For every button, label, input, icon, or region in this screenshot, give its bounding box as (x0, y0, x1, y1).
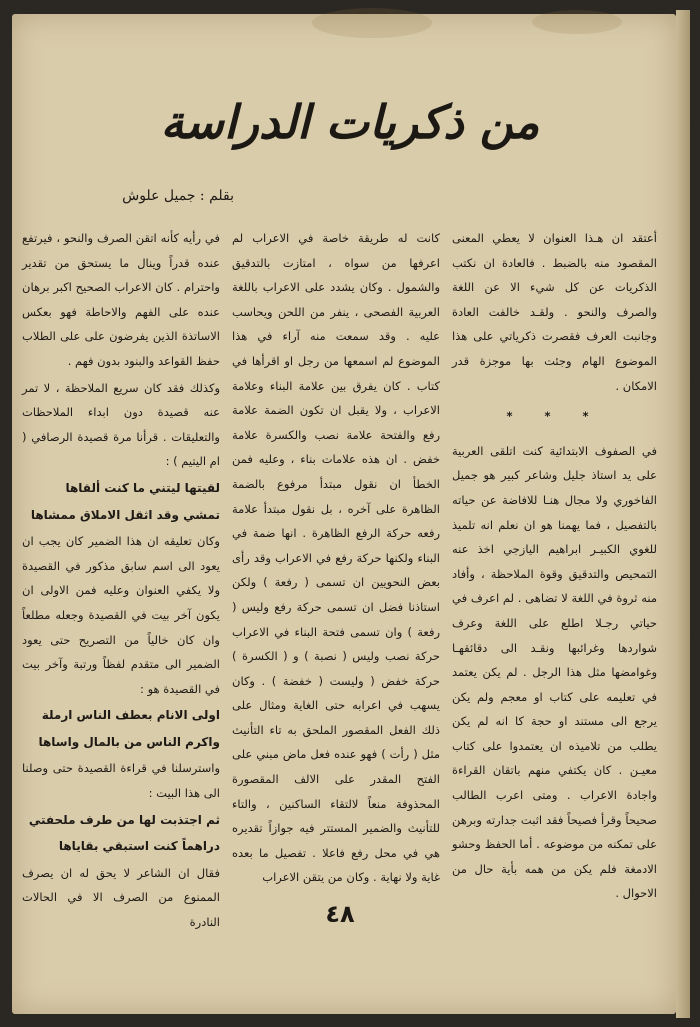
paragraph: واسترسلنا في قراءة القصيدة حتى وصلنا الى هذا البيت : (22, 761, 220, 801)
author-byline: بقلم : جميل علوش (122, 188, 234, 204)
column-middle (232, 226, 440, 892)
paper-stain (532, 10, 622, 34)
verse-line: اولى الانام بعطف الناس ارملة (41, 708, 220, 723)
column-left (22, 226, 220, 937)
section-separator: * * * (506, 409, 603, 424)
verse-line: تمشي وقد اثقل الاملاق ممشاها (30, 507, 220, 522)
paragraph: في رأيه كأنه اتقن الصرف والنحو ، فيرتفع عنده قدراً وينال ما يستحق من تقدير واحترام . كان الاعراب الصحيح اكبر برهان عنده على الفهم والاحاطة فهو بعكس الاساتذة الذين يفرضون على على الطلاب حفظ القواعد والبنود بدون فهم . (22, 231, 220, 368)
verse-line: واكرم الناس من بالمال واساها (38, 734, 220, 749)
paragraph: كانت له طريقة خاصة في الاعراب لم اعرفها من سواه ، امتازت بالتدقيق والشمول . وكان يشدد على الاعراب باللغة العربية الفصحى ، ينفر من اللحن ويحاسب عليه . وقد سمعت منه آراء في هذا الموضوع لم اسمعها من رجل او اقرأها في كتاب . كان يفرق بين علامة البناء وعلامة الاعراب ، ولا يقبل ان تكون الضمة علامة رفع والفتحة علامة نصب والكسرة علامة خفض . ان هذه علامات بناء ، وعليه فمن الخطأ ان نقول مبتدأ مرفوع بالضمة الظاهرة على آخره ، بل نقول مبتدأ علامة رفعه حركة الرفع الظاهرة . انها ضمة في البناء ولكنها حركة رفع في الاعراب وقد رأى بعض النحويين ان تسمى ( رفعة ) ولكن استاذنا فضل ان تسمى حركة رفع وليس ( رفعة ) وان تسمى فتحة البناء في الاعراب حركة نصب وليس ( نصبة ) و ( الكسرة ) حركة خفض ( وليست ( خفضة ) . وكان يسهب في اعرابه حتى الغاية ومثال على ذلك الفعل المقصور الملحق به تاء التأنيث مثل ( رأت ) فهو عنده فعل ماض مبني على الفتح المقدر على الالف المقصورة المحذوفة منعاً لالتقاء الساكنين ، والتاء للتأنيث والضمير المستتر فيه جوازاً تقديره هي في محل رفع فاعلا . تفصيل ما بعده غاية ولا نهاية . وكان من يتقن الاعراب (232, 231, 440, 885)
paragraph: وكذلك فقد كان سريع الملاحظة ، لا تمر عنه قصيدة دون ابداء الملاحظات والتعليقات . قرأنا مرة قصيدة الرصافي ( ام اليتيم ) : (22, 380, 220, 469)
verse-line: لقيتها ليتني ما كنت ألقاها (65, 480, 220, 495)
paragraph: في الصفوف الابتدائية كنت اتلقى العربية على يد استاذ جليل وشاعر كبير هو جميل الفاخوري ولا مجال هنـا للافاضة عن حياته بالتفصيل ، فما يهمنا هو ان نعلم انه تلميذ للغوي الكبيـر ابراهيم اليازجي اخذ عنه التمحيص والتدقيق وقوة الملاحظة ، وأفاد منه ثروة في اللغة لا تضاهى . لم اعرف في حياتي رجـلا اطلع على اللغة وعرف شواردها وغرائبها ونقـد الى دقائقهـا وغوامضها مثل هذا الرجل . لم يكن يعتمد في تعليمه على كتاب او معجم ولم يكن يرجع الى مستند او حجة كا انه لم يكن يطلب من تلاميذه ان يعتمدوا على كتاب معيـن . كان يكتفي منهم باتقان القراءة واجادة الاعراب . ومتى اعرب الطالب صحيحاً وقرأ فصيحاً فقد اثبت جدارته وبرهن على تمكنه من موضوعه . أما الحفظ وحشو الادمغة فلم يكن من همه بأية حال من الاحوال . (452, 443, 657, 901)
paragraph: فقال ان الشاعر لا يحق له ان يصرف الممنوع من الصرف الا في الحالات النادرة (22, 865, 220, 930)
verse-line: دراهماً كنت استبقي بقاياها (58, 839, 220, 854)
page-number: ٤٨ (325, 900, 355, 928)
column-right (452, 226, 657, 908)
page-edge (676, 10, 690, 1018)
paper-stain (312, 8, 432, 38)
article-title: من ذكريات الدراسة (160, 95, 540, 149)
verse-line: ثم اجتذبت لها من طرف ملحفتي (28, 812, 220, 827)
paragraph: وكان تعليقه ان هذا الضمير كان يجب ان يعود الى اسم سابق مذكور في القصيدة ولا يكفي العنوان وعليه فمن الاولى ان يكون آخر بيت في القصيدة وجعله مطلعاً وان كان خالياً من التصريح حتى يعود الضمير الى متقدم لفظاً ورتبة وآخر بيت في القصيدة هو : (22, 534, 220, 696)
paragraph: أعتقد ان هـذا العنوان لا يعطي المعنى المقصود منه بالضبط . فالعادة ان نكتب الذكريات عن كل شيء الا عن اللغة والصرف والنحو . ولقـد خالفت العادة وجانبت العرف فقصرت ذكرياتي على هذا الموضوع الهام وجئت بها موجزة قدر الامكان . (452, 231, 657, 393)
